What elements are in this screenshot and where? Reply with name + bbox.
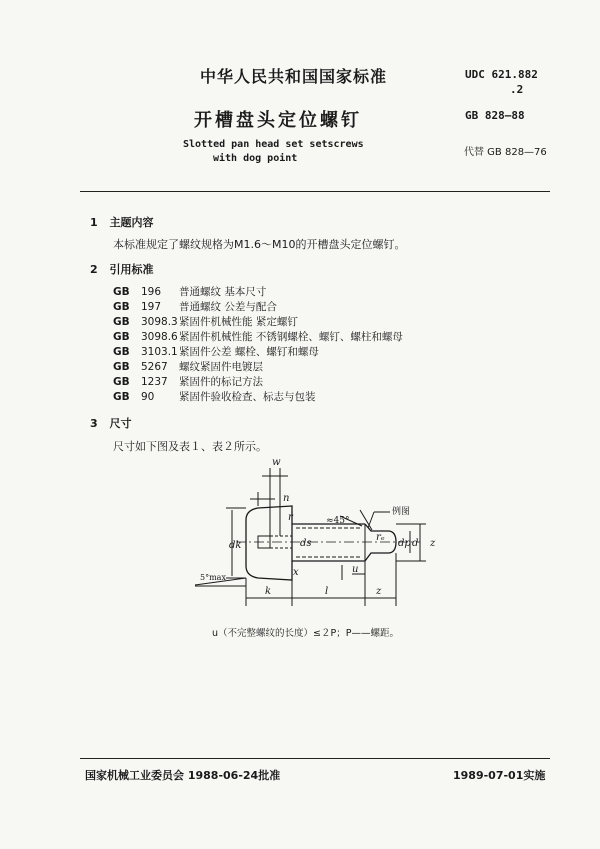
- footer-divider: [80, 758, 550, 759]
- ref-number: 5267: [141, 361, 168, 373]
- label-w: w: [272, 457, 281, 468]
- label-z-bottom: z: [376, 586, 382, 597]
- ref-title: 紧固件验收检查、标志与包装: [179, 391, 316, 403]
- udc-code: UDC 621.882: [465, 68, 538, 81]
- ref-title: 普通螺纹 基本尺寸: [179, 286, 267, 298]
- ref-title: 紧固件机械性能 紧定螺钉: [179, 316, 298, 328]
- screw-head: [246, 506, 292, 580]
- ref-code: GB: [113, 286, 130, 298]
- label-r: r: [288, 512, 293, 523]
- section-3-text: 尺寸如下图及表１、表２所示。: [113, 440, 267, 453]
- ref-title: 普通螺纹 公差与配合: [179, 301, 277, 313]
- ref-code: GB: [113, 331, 130, 343]
- section-3-number: 3: [90, 417, 98, 430]
- label-k: k: [265, 586, 272, 597]
- ref-number: 3098.3: [141, 316, 178, 328]
- section-2-title: 引用标准: [109, 263, 154, 276]
- ref-number: 3098.6: [141, 331, 178, 343]
- standard-header: 中华人民共和国国家标准: [200, 67, 388, 86]
- label-example: 例图: [392, 507, 411, 517]
- approval-date: 国家机械工业委员会 1988-06-24批准: [85, 769, 281, 782]
- label-x: x: [293, 567, 299, 578]
- udc-code-suffix: .2: [510, 83, 524, 96]
- ref-number: 197: [141, 301, 162, 313]
- ref-code: GB: [113, 301, 130, 313]
- ref-code: GB: [113, 316, 130, 328]
- label-dk: dk: [229, 540, 242, 551]
- ref-number: 3103.1: [141, 346, 178, 358]
- label-l: l: [325, 586, 329, 597]
- ref-code: GB: [113, 346, 130, 358]
- label-ds: ds: [300, 538, 312, 549]
- label-angle45: ≈45°: [326, 516, 350, 526]
- label-z: z: [430, 538, 436, 549]
- ref-title: 螺纹紧固件电镀层: [179, 361, 263, 373]
- figure-note: u（不完整螺纹的长度）≤２P；P——螺距。: [212, 628, 399, 639]
- label-dp: dp: [398, 538, 411, 549]
- ref-number: 196: [141, 286, 162, 298]
- label-u: u: [352, 564, 359, 575]
- label-n: n: [283, 493, 290, 504]
- english-title-line1: Slotted pan head set setscrews: [183, 139, 364, 150]
- effective-date: 1989-07-01实施: [453, 769, 546, 782]
- section-1-text: 本标准规定了螺纹规格为M1.6～M10的开槽盘头定位螺钉。: [113, 238, 406, 251]
- document-title: 开槽盘头定位螺钉: [194, 110, 362, 131]
- gb-code: GB 828—88: [465, 109, 525, 122]
- ref-code: GB: [113, 391, 130, 403]
- label-d: d: [412, 538, 419, 549]
- replaces-note: 代替 GB 828—76: [464, 147, 547, 158]
- label-rs: rₑ: [376, 532, 385, 543]
- section-1-number: 1: [90, 216, 98, 229]
- section-2-number: 2: [90, 263, 98, 276]
- ref-code: GB: [113, 376, 130, 388]
- ref-number: 1237: [141, 376, 168, 388]
- english-title-line2: with dog point: [213, 153, 298, 164]
- ref-title: 紧固件机械性能 不锈钢螺栓、螺钉、螺柱和螺母: [179, 331, 403, 343]
- ref-title: 紧固件公差 螺栓、螺钉和螺母: [179, 346, 319, 358]
- section-3-title: 尺寸: [109, 417, 132, 430]
- section-1-title: 主题内容: [109, 216, 154, 229]
- ref-number: 90: [141, 391, 155, 403]
- ref-code: GB: [113, 361, 130, 373]
- label-angle5: 5°max: [200, 573, 226, 582]
- ref-title: 紧固件的标记方法: [179, 376, 263, 388]
